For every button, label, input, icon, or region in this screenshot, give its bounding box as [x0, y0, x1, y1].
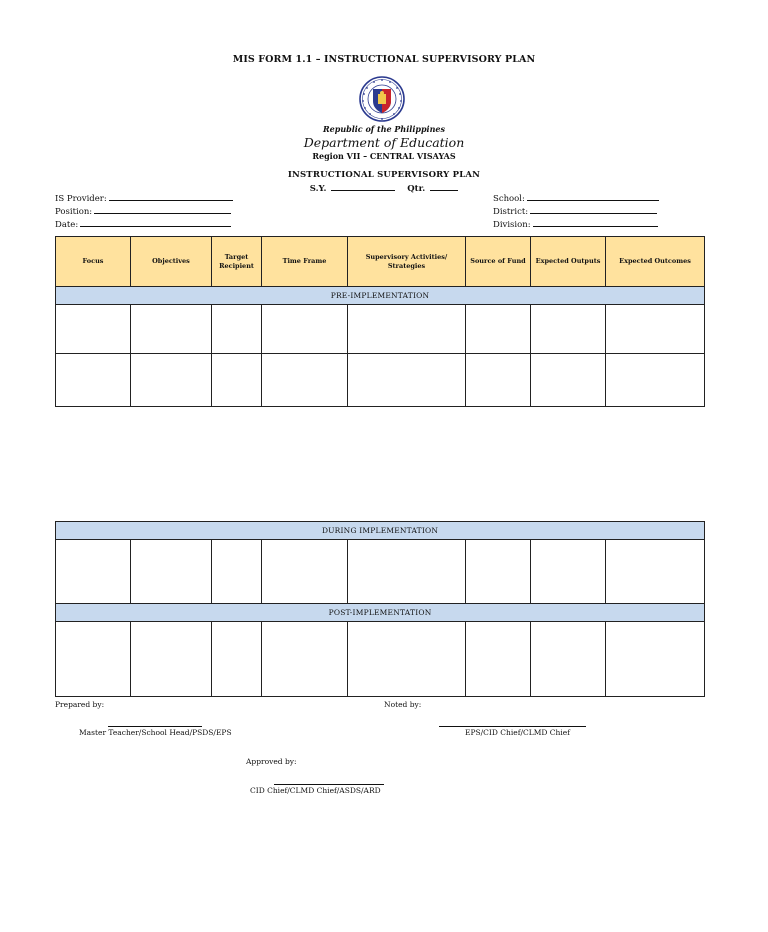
- col-time-frame: Time Frame: [262, 237, 348, 287]
- qtr-blank: [430, 182, 458, 191]
- republic-text: Republic of the Philippines: [322, 124, 445, 134]
- table-cell[interactable]: [262, 540, 348, 604]
- table-cell[interactable]: [212, 622, 262, 697]
- prepared-role: Master Teacher/School Head/PSDS/EPS: [79, 728, 232, 737]
- col-objectives: Objectives: [131, 237, 212, 287]
- plan-table-top: [55, 236, 705, 407]
- prepared-signature-line: [108, 726, 202, 727]
- table-cell[interactable]: [56, 305, 131, 354]
- noted-by-label: Noted by:: [384, 700, 422, 709]
- table-cell[interactable]: [56, 354, 131, 407]
- sy-blank: [331, 182, 395, 191]
- table-cell[interactable]: [348, 305, 466, 354]
- table-cell[interactable]: [131, 354, 212, 407]
- noted-role: EPS/CID Chief/CLMD Chief: [465, 728, 570, 737]
- section-row-post: [56, 604, 705, 622]
- plan-title: INSTRUCTIONAL SUPERVISORY PLAN: [287, 170, 481, 180]
- approved-role: CID Chief/CLMD Chief/ASDS/ARD: [250, 786, 381, 795]
- table-row: [56, 540, 705, 604]
- region-text: Region VII – CENTRAL VISAYAS: [312, 151, 456, 161]
- table-cell[interactable]: [262, 622, 348, 697]
- table-cell[interactable]: [348, 622, 466, 697]
- section-post-implementation: POST-IMPLEMENTATION: [56, 604, 705, 622]
- table-cell[interactable]: [531, 354, 606, 407]
- col-expected-outputs: Expected Outputs: [531, 237, 606, 287]
- district-field: District:: [493, 205, 659, 218]
- table-cell[interactable]: [131, 305, 212, 354]
- table-cell[interactable]: [348, 354, 466, 407]
- left-fields: [55, 192, 233, 231]
- sy-label: S.Y.: [309, 184, 327, 194]
- table-cell[interactable]: [56, 540, 131, 604]
- table-cell[interactable]: [212, 540, 262, 604]
- date-field: Date:: [55, 218, 233, 231]
- position-field: Position:: [55, 205, 233, 218]
- table-cell[interactable]: [466, 305, 531, 354]
- table-cell[interactable]: [131, 540, 212, 604]
- department-name: Department of Education: [303, 135, 465, 150]
- col-expected-outcomes: Expected Outcomes: [606, 237, 705, 287]
- form-title: MIS FORM 1.1 – INSTRUCTIONAL SUPERVISORY PLAN: [232, 54, 536, 65]
- table-cell[interactable]: [212, 305, 262, 354]
- table-cell[interactable]: [531, 305, 606, 354]
- header-row: [56, 237, 705, 287]
- table-cell[interactable]: [606, 305, 705, 354]
- table-cell[interactable]: [466, 622, 531, 697]
- division-field: Division:: [493, 218, 659, 231]
- section-during-implementation: DURING IMPLEMENTATION: [56, 522, 705, 540]
- table-cell[interactable]: [466, 354, 531, 407]
- col-focus: Focus: [56, 237, 131, 287]
- table-row: [56, 622, 705, 697]
- col-source-of-fund: Source of Fund: [466, 237, 531, 287]
- table-cell[interactable]: [606, 540, 705, 604]
- prepared-by-label: Prepared by:: [55, 700, 105, 709]
- approved-by-label: Approved by:: [246, 757, 297, 766]
- table-cell[interactable]: [531, 622, 606, 697]
- table-cell[interactable]: [606, 622, 705, 697]
- approved-signature-line: [274, 784, 384, 785]
- plan-table-bottom: [55, 521, 705, 697]
- section-row-pre: [56, 287, 705, 305]
- is-provider-field: IS Provider:: [55, 192, 233, 205]
- section-row-during: [56, 522, 705, 540]
- qtr-label: Qtr.: [407, 184, 426, 194]
- deped-seal-icon: [354, 74, 410, 124]
- section-pre-implementation: PRE-IMPLEMENTATION: [56, 287, 705, 305]
- school-field: School:: [493, 192, 659, 205]
- table-cell[interactable]: [262, 354, 348, 407]
- table-row: [56, 354, 705, 407]
- table-cell[interactable]: [212, 354, 262, 407]
- col-supervisory-activities: Supervisory Activities/ Strategies: [348, 237, 466, 287]
- table-row: [56, 305, 705, 354]
- table-cell[interactable]: [131, 622, 212, 697]
- noted-signature-line: [439, 726, 586, 727]
- table-cell[interactable]: [466, 540, 531, 604]
- col-target-recipient: Target Recipient: [212, 237, 262, 287]
- table-cell[interactable]: [531, 540, 606, 604]
- table-cell[interactable]: [56, 622, 131, 697]
- table-cell[interactable]: [348, 540, 466, 604]
- table-cell[interactable]: [262, 305, 348, 354]
- table-cell[interactable]: [606, 354, 705, 407]
- right-fields: [493, 192, 659, 231]
